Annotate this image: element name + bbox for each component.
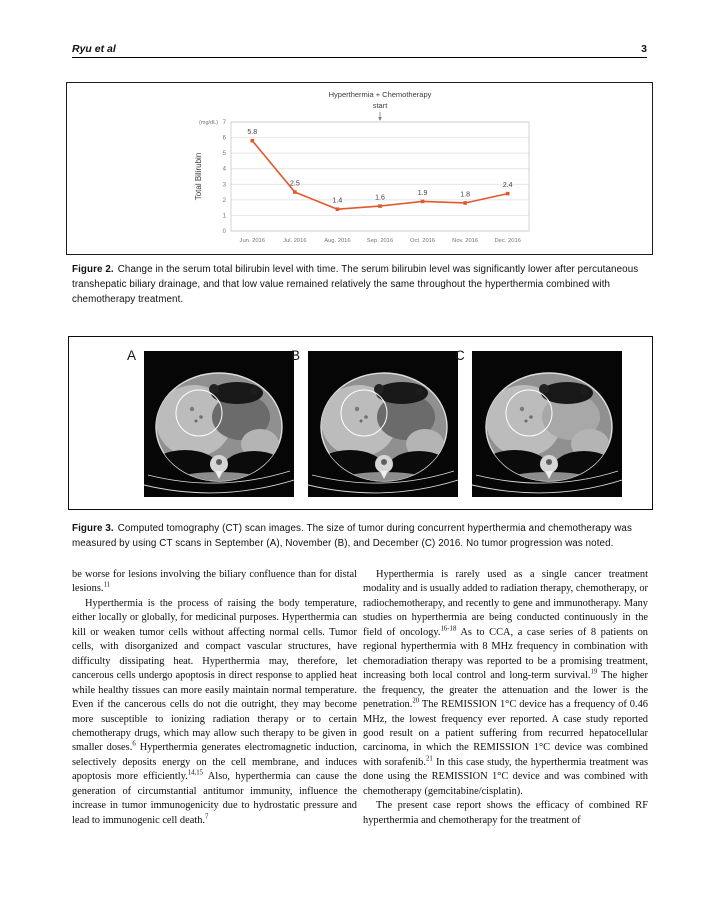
ct-scan-image-a bbox=[144, 351, 294, 497]
ct-scan-image-c bbox=[472, 351, 622, 497]
svg-text:1.4: 1.4 bbox=[332, 197, 343, 205]
svg-text:start: start bbox=[372, 101, 388, 110]
body-paragraph: Hyperthermia is the process of raising the body temperature, either locally or globally, for medicinal purposes. Hyperthermia can kill or weaken tumor cells without affecting normal cells. Tumor cells, with disorganized and compact vascular structures, have difficulty dissipating heat. Hyperthermia may, therefore, let cancerous cells undergo apoptosis in direct response to applied heat while healthy tissues can more easily maintain normal temperature. Even if the cancerous cells do not die outright, they may become more susceptible to ionizing radiation therapy or to certain chemotherapy drugs, which may allow such therapy to be given in smaller doses.$^6$ Hyperthermia generates electromagnetic induction, selectively deposits energy on the cell membrane, and induces apoptosis more efficiently.$^{14,15}$ Also, hyperthermia can cause the generation of circumstantial antitumor immunity, influence the increase in tumor immunogenicity due to hydrostatic pressure and lead to immunogenic cell death.$^7$ bbox=[72, 597, 357, 826]
svg-text:Nov. 2016: Nov. 2016 bbox=[452, 238, 479, 244]
panel-label-a: A bbox=[127, 348, 137, 363]
svg-text:5: 5 bbox=[222, 151, 226, 158]
body-paragraph: Hyperthermia is rarely used as a single cancer treatment modality and is usually added to radiation therapy, chemotherapy, or radiochemotherapy, and recently to gene and immunotherapy. Many studies on hyperthermia are being conducted continuously in the field of oncology.$^{16-18}$ As to CCA, a case series of 8 patients on regional hyperthermia with 8 MHz frequency in combination with chemoradiation therapy was reported to be a promising treatment, increasing both local control and long-term survival.$^{19}$ The higher the frequency, the greater the attenuation and the lower is the penetration.$^{20}$ The REMISSION 1°C device has a frequency of 0.46 MHz, the lowest frequency ever reported. A case study reported good result on a patient suffering from recurred hepatocellular carcinoma, in which the REMISSION 1°C device was combined with sorafenib.$^{21}$ In this case study, the hyperthermia treatment was done using the REMISSION 1°C device and was combined with chemotherapy (gemcitabine/cisplatin). bbox=[363, 569, 648, 797]
figure3-frame bbox=[68, 336, 653, 510]
svg-text:Sep. 2016: Sep. 2016 bbox=[366, 238, 394, 244]
figure2-caption bbox=[72, 262, 648, 308]
svg-text:1.9: 1.9 bbox=[417, 189, 428, 197]
svg-text:0: 0 bbox=[222, 229, 226, 235]
svg-text:2.4: 2.4 bbox=[502, 182, 513, 190]
ct-panel-december bbox=[455, 348, 622, 497]
svg-text:1: 1 bbox=[222, 213, 226, 220]
svg-text:Jun. 2016: Jun. 2016 bbox=[239, 238, 266, 244]
page-number: 3 bbox=[641, 43, 647, 55]
svg-text:Jul. 2016: Jul. 2016 bbox=[283, 238, 307, 244]
figure2-caption-label: Figure 2. bbox=[72, 264, 114, 275]
svg-text:6: 6 bbox=[222, 135, 226, 142]
figure2-caption-text: Change in the serum total bilirubin level with time. The serum bilirubin level was significantly lower after percutaneous transhepatic biliary drainage, and that low value remained relatively the same throughout the hyperthermia combined with chemotherapy treatment. bbox=[72, 264, 639, 306]
svg-text:1.6: 1.6 bbox=[375, 194, 385, 202]
ct-scan-image-b bbox=[308, 351, 458, 497]
svg-text:1.8: 1.8 bbox=[460, 191, 471, 199]
figure2-frame bbox=[66, 82, 653, 255]
body-paragraph: be worse for lesions involving the biliary confluence than for distal lesions.$^{11}$ bbox=[72, 569, 357, 595]
body-right-column bbox=[363, 568, 648, 828]
svg-text:(mg/dL): (mg/dL) bbox=[199, 120, 218, 126]
ct-panel-november bbox=[291, 348, 458, 497]
svg-text:4: 4 bbox=[222, 166, 226, 173]
svg-text:Hyperthermia + Chemotherapy: Hyperthermia + Chemotherapy bbox=[328, 90, 432, 99]
svg-text:Dec. 2016: Dec. 2016 bbox=[494, 238, 521, 244]
svg-text:Total Bilirubin: Total Bilirubin bbox=[194, 152, 203, 201]
running-head-author: Ryu et al bbox=[72, 43, 116, 55]
svg-text:3: 3 bbox=[222, 182, 226, 189]
header-divider bbox=[72, 57, 647, 58]
total-bilirubin-line-chart bbox=[67, 83, 650, 252]
svg-text:2.5: 2.5 bbox=[289, 180, 300, 188]
ct-panel-september bbox=[127, 348, 294, 497]
svg-text:7: 7 bbox=[222, 120, 226, 126]
svg-text:Oct. 2016: Oct. 2016 bbox=[410, 238, 436, 244]
svg-text:2: 2 bbox=[222, 197, 226, 204]
panel-label-c: C bbox=[455, 348, 465, 363]
svg-text:Aug. 2016: Aug. 2016 bbox=[324, 238, 351, 244]
panel-label-b: B bbox=[291, 348, 301, 363]
figure3-caption-text: Computed tomography (CT) scan images. The size of tumor during concurrent hyperthermia and chemotherapy was measured by using CT scans in September (A), November (B), and December (C) 2016. No tumor progression was noted. bbox=[72, 523, 632, 550]
svg-text:5.8: 5.8 bbox=[247, 129, 258, 137]
body-paragraph: The present case report shows the efficacy of combined RF hyperthermia and chemotherapy for the treatment of bbox=[363, 800, 648, 826]
body-left-column bbox=[72, 568, 357, 828]
figure3-caption-label: Figure 3. bbox=[72, 523, 114, 534]
figure3-caption bbox=[72, 521, 648, 551]
